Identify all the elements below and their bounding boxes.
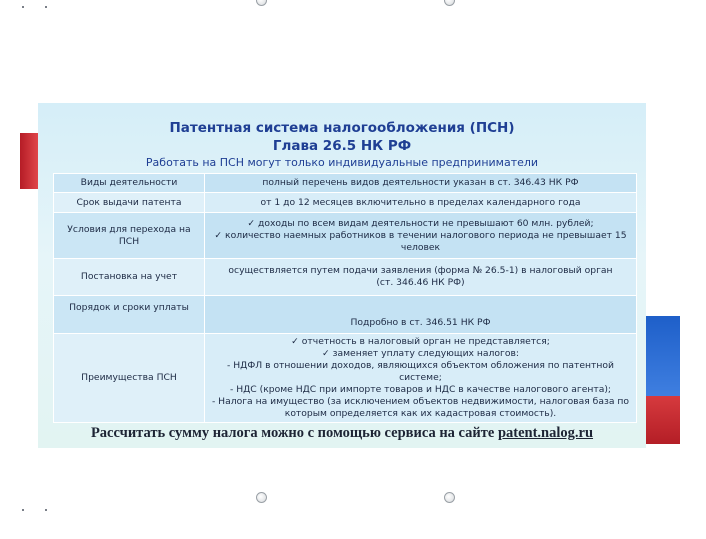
footer-link[interactable]: patent.nalog.ru bbox=[497, 425, 594, 441]
value-line: которым определяется как их кадастровая стоимость). bbox=[284, 408, 557, 419]
value-line: полный перечень видов деятельности указан в ст. 346.43 НК РФ bbox=[262, 177, 579, 188]
row-value bbox=[205, 174, 637, 193]
table-row bbox=[54, 296, 637, 334]
punch-hole-top-left bbox=[256, 0, 267, 6]
corner-dot bbox=[45, 6, 47, 8]
value-line: осуществляется путем подачи заявления (форма № 26.5-1) в налоговый орган bbox=[228, 265, 613, 276]
decor-red-bar-right bbox=[646, 396, 680, 444]
row-value bbox=[205, 296, 637, 334]
value-line: Подробно в ст. 346.51 НК РФ bbox=[350, 317, 491, 328]
row-value bbox=[205, 213, 637, 259]
psn-table bbox=[53, 173, 637, 423]
table-row bbox=[54, 334, 637, 423]
footer-text: Рассчитать сумму налога можно с помощью сервиса на сайте bbox=[90, 425, 495, 441]
slide-note: Работать на ПСН могут только индивидуальные предприниматели bbox=[145, 156, 539, 169]
row-label: Условия для перехода на ПСН bbox=[54, 213, 205, 259]
value-line: ✓ отчетность в налоговый орган не представляется; bbox=[291, 336, 550, 347]
value-line: (ст. 346.46 НК РФ) bbox=[376, 277, 465, 288]
footer-note bbox=[38, 425, 646, 442]
value-line: от 1 до 12 месяцев включительно в пределах календарного года bbox=[260, 196, 581, 208]
slide bbox=[38, 103, 646, 448]
row-value bbox=[205, 334, 637, 423]
row-value bbox=[205, 193, 637, 213]
table-row bbox=[54, 193, 637, 213]
punch-hole-top-right bbox=[444, 0, 455, 6]
decor-red-bar-left bbox=[20, 133, 38, 189]
value-line: ✓ заменяет уплату следующих налогов: bbox=[321, 348, 519, 359]
row-label: Преимущества ПСН bbox=[54, 334, 205, 423]
table-row bbox=[54, 213, 637, 259]
row-label: Срок выдачи патента bbox=[54, 193, 205, 213]
punch-hole-bottom-left bbox=[256, 492, 267, 503]
value-line: - НДС (кроме НДС при импорте товаров и НДС в качестве налогового агента); bbox=[229, 384, 612, 395]
row-label: Виды деятельности bbox=[54, 174, 205, 193]
value-line: ✓ количество наемных работников в течении налогового периода не превышает 15 человек bbox=[214, 229, 627, 253]
value-line: ✓ доходы по всем видам деятельности не превышают 60 млн. рублей; bbox=[247, 217, 594, 229]
corner-dot bbox=[22, 509, 24, 511]
table-row bbox=[54, 174, 637, 193]
punch-hole-bottom-right bbox=[444, 492, 455, 503]
decor-blue-bar-right bbox=[646, 316, 680, 396]
table-row bbox=[54, 259, 637, 296]
value-line: - НДФЛ в отношении доходов, являющихся объектом обложения по патентной системе; bbox=[227, 360, 614, 383]
slide-subtitle: Глава 26.5 НК РФ bbox=[272, 138, 412, 154]
slide-title: Патентная система налогообложения (ПСН) bbox=[169, 120, 515, 136]
corner-dot bbox=[22, 6, 24, 8]
row-label: Постановка на учет bbox=[54, 259, 205, 296]
row-value bbox=[205, 259, 637, 296]
value-line: - Налога на имущество (за исключением объектов недвижимости, налоговая база по bbox=[211, 396, 630, 407]
corner-dot bbox=[45, 509, 47, 511]
row-label: Порядок и сроки уплаты bbox=[54, 296, 205, 334]
